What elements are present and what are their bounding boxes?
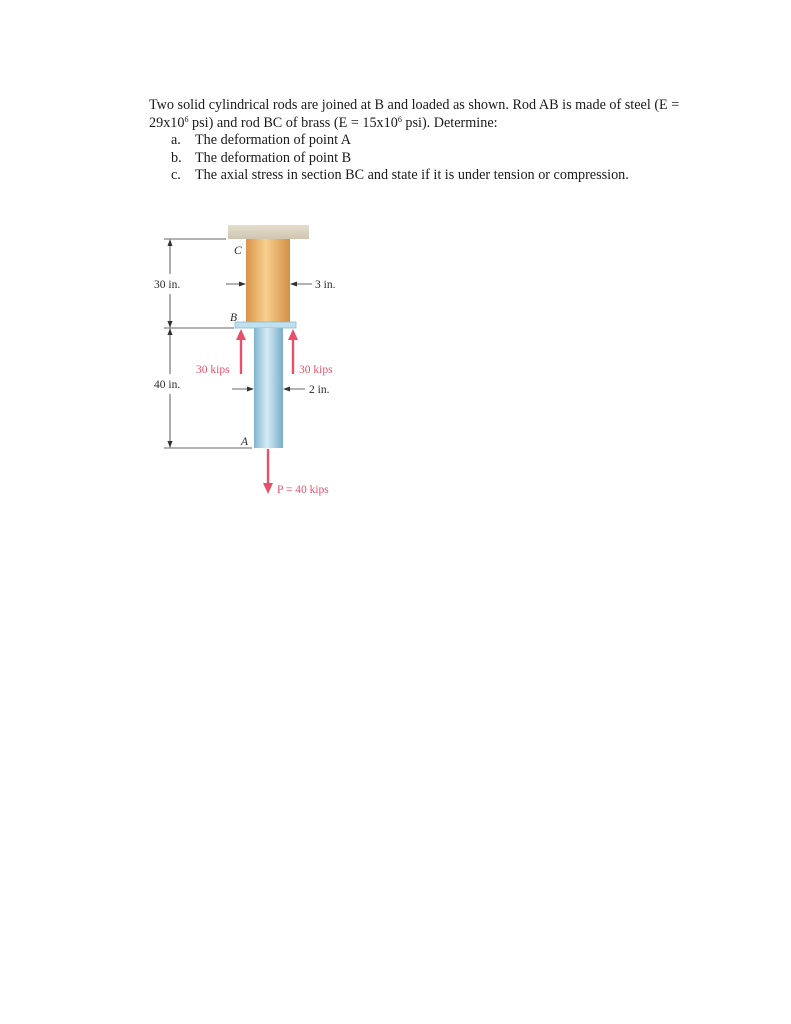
load-right-label: 30 kips	[299, 364, 333, 376]
point-a-label: A	[241, 436, 249, 448]
length-bc-label: 30 in.	[154, 279, 181, 291]
brass-rod-bc	[246, 239, 290, 323]
intro-line-1: Two solid cylindrical rods are joined at B and loaded as shown. Rod AB is made of steel (E =	[149, 97, 680, 113]
intro-line-2-part-3: psi). Determine:	[401, 114, 498, 131]
load-arrow-right	[288, 329, 298, 374]
load-arrow-p	[263, 449, 273, 494]
question-text: The deformation of point B	[195, 149, 352, 166]
steel-rod-ab	[254, 328, 283, 448]
fixed-support	[228, 225, 309, 239]
question-marker: c.	[171, 167, 181, 183]
exponent-steel: 6	[184, 114, 189, 124]
question-text: The deformation of point A	[195, 132, 352, 148]
question-text: The axial stress in section BC and state if it is under tension or compression.	[195, 167, 629, 183]
intro-line-2-part-1: 29x10	[149, 114, 185, 131]
diameter-ab-label: 2 in.	[309, 384, 330, 396]
question-marker: a.	[171, 132, 181, 148]
point-c-label: C	[234, 245, 242, 257]
load-left-label: 30 kips	[196, 364, 230, 376]
question-marker: b.	[171, 149, 182, 166]
length-ab-label: 40 in.	[154, 379, 181, 391]
point-b-label: B	[230, 312, 238, 324]
load-arrow-left	[236, 329, 246, 374]
diameter-bc-label: 3 in.	[315, 279, 336, 291]
collar-b	[235, 322, 296, 328]
exponent-brass: 6	[397, 114, 402, 124]
load-p-label: P = 40 kips	[277, 484, 329, 496]
intro-line-2-part-2: psi) and rod BC of brass (E = 15x10	[188, 114, 398, 131]
